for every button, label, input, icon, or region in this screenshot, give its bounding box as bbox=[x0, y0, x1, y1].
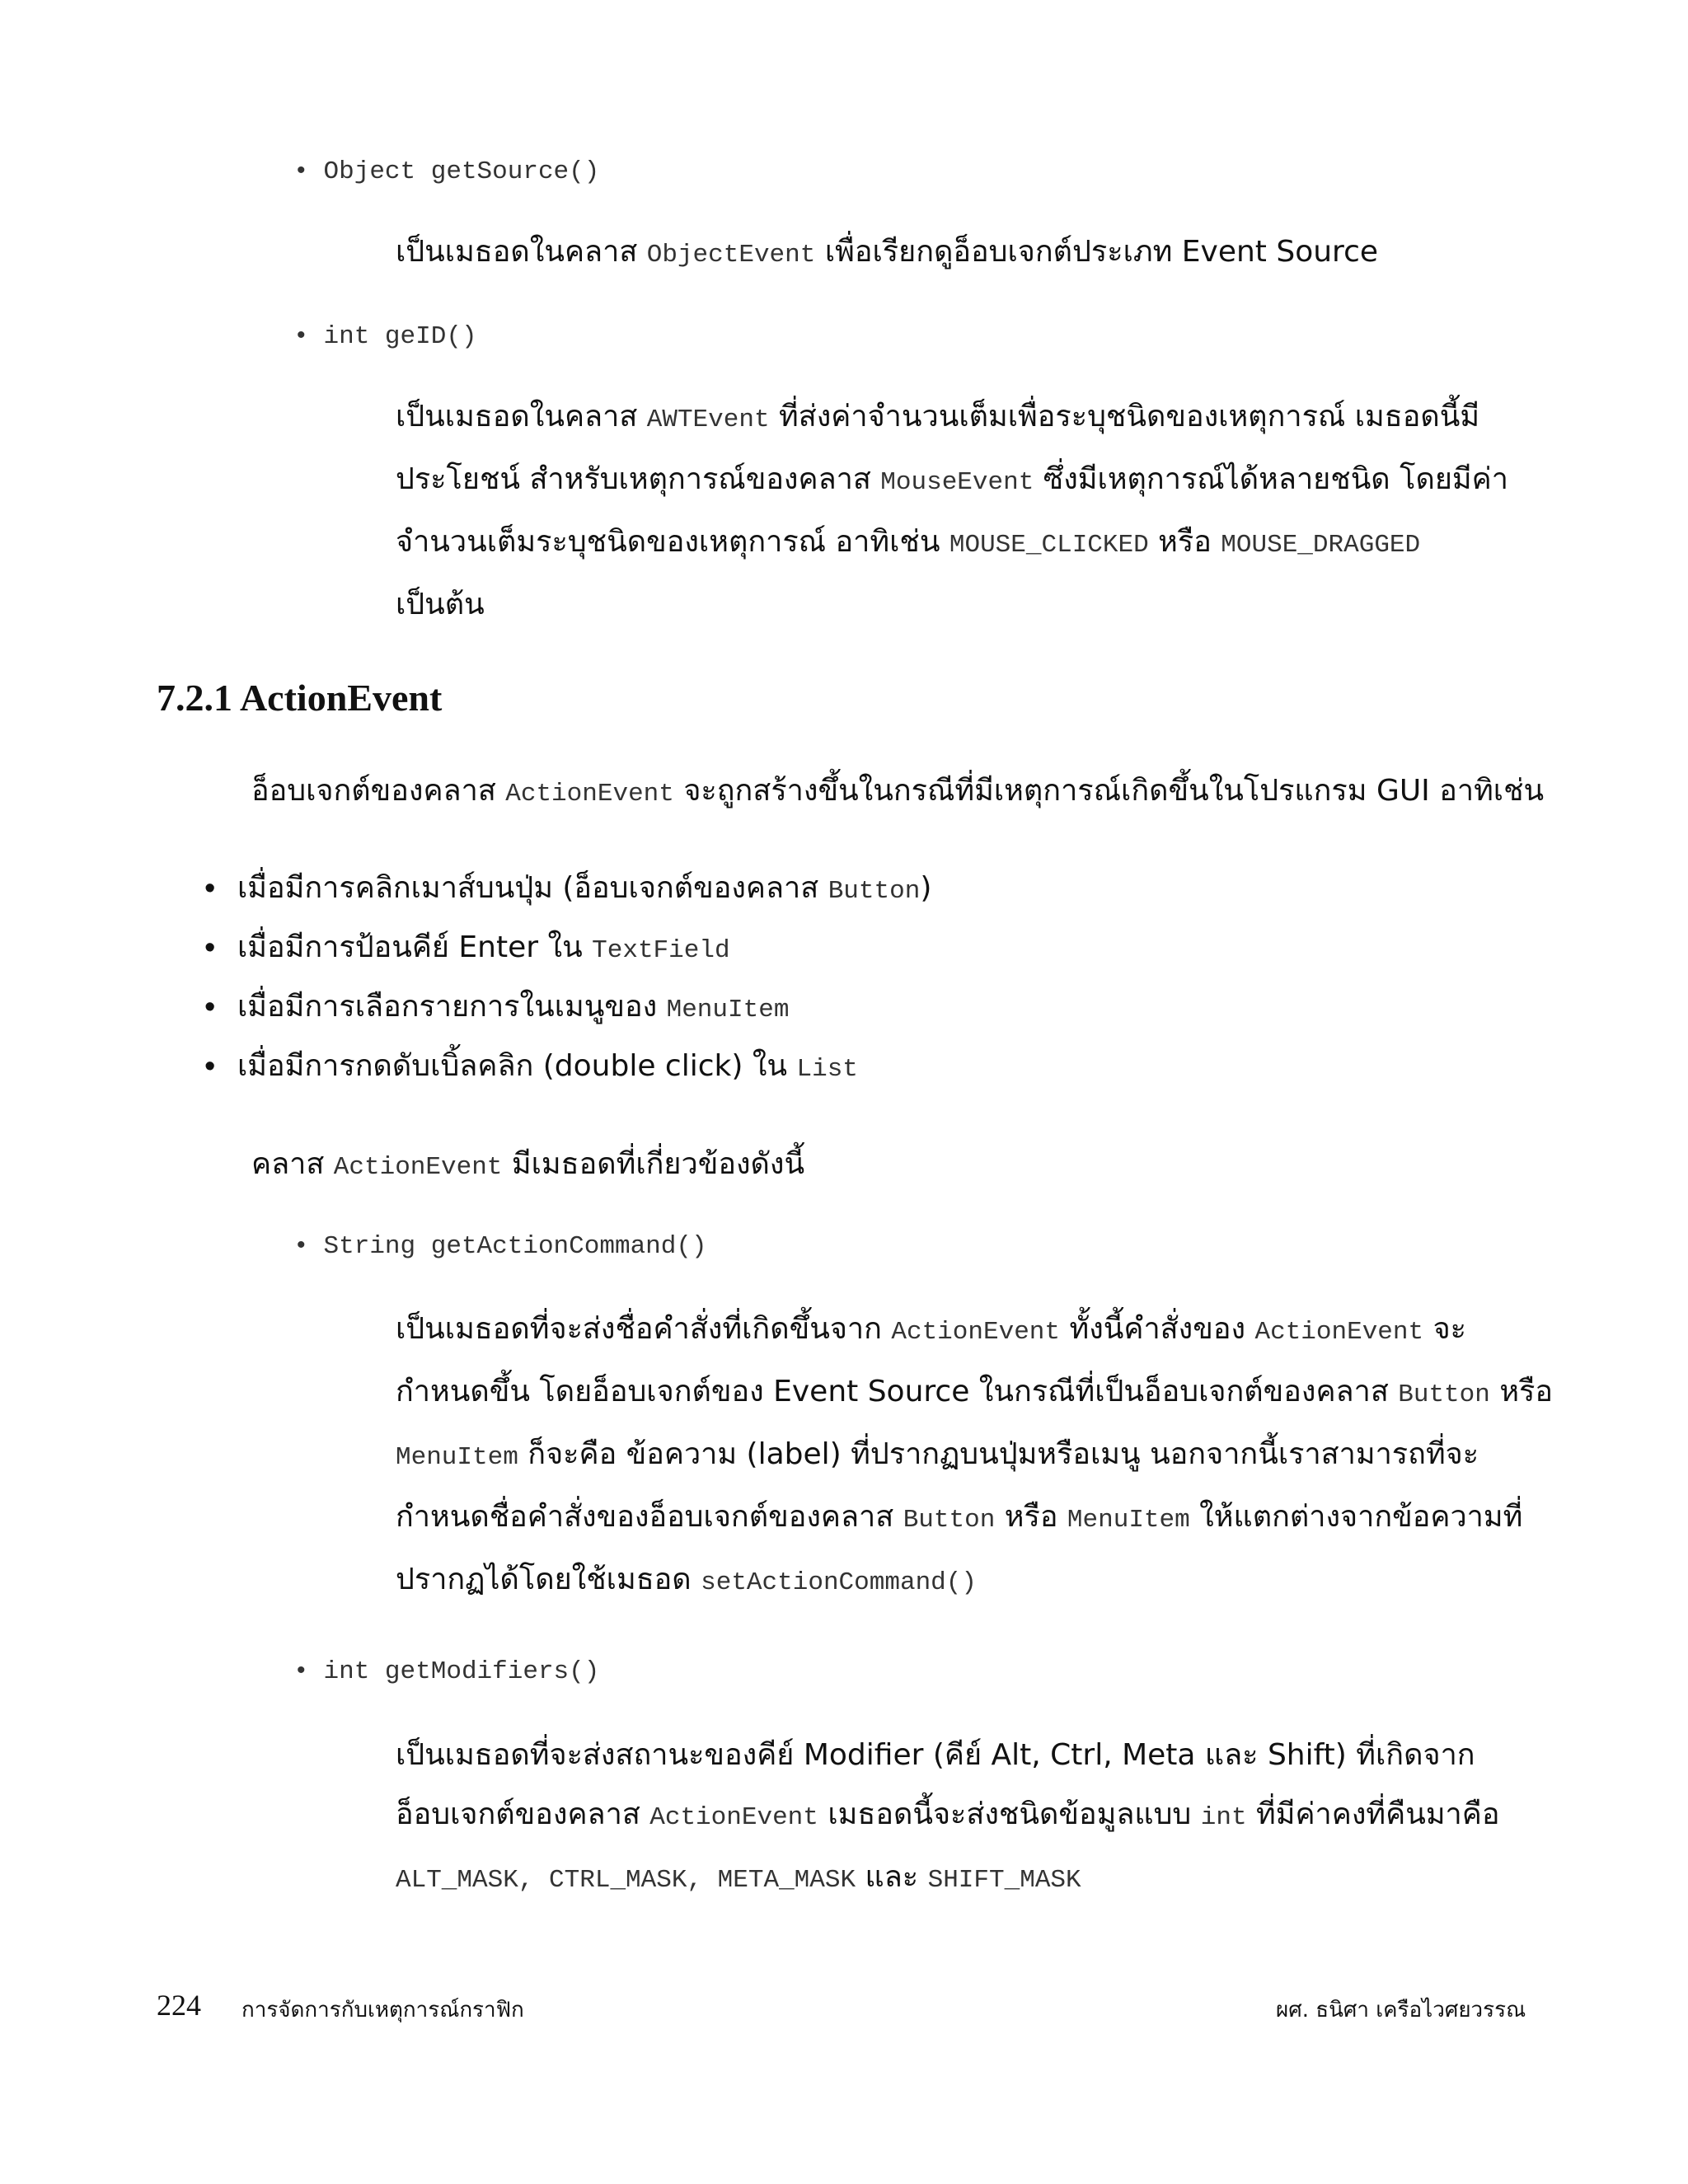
code-term: MouseEvent bbox=[880, 468, 1034, 497]
text-run: ทั้งนี้คำสั่งของ bbox=[1060, 1312, 1255, 1346]
code-term: MOUSE_CLICKED bbox=[949, 531, 1149, 560]
text-run: ปรากฏได้โดยใช้เมธอด bbox=[396, 1563, 701, 1596]
code-term: List bbox=[796, 1055, 858, 1084]
text-run: จะถูกสร้างขึ้นในกรณีที่มีเหตุการณ์เกิดขึ้นในโปรแกรม GUI อาทิเช่น bbox=[673, 774, 1545, 808]
list-item bbox=[204, 1037, 931, 1096]
paragraph-line bbox=[396, 1300, 1553, 1362]
paragraph-line bbox=[396, 450, 1508, 513]
text-run: อ็อบเจกต์ของคลาส bbox=[251, 774, 506, 808]
text-run: และ bbox=[856, 1860, 928, 1894]
text-run: ก็จะคือ ข้อความ (label) ที่ปรากฏบนปุ่มหรือเมนู นอกจากนี้เราสามารถที่จะ bbox=[518, 1437, 1479, 1471]
paragraph-line bbox=[396, 387, 1508, 450]
list-item bbox=[204, 977, 931, 1037]
text-run: เป็นต้น bbox=[396, 588, 485, 621]
text-run: เมื่อมีการป้อนคีย์ Enter ใน bbox=[237, 930, 593, 964]
bullet-icon: • bbox=[204, 930, 216, 965]
text-run: เป็นเมธอดที่จะส่งสถานะของคีย์ Modifier (คีย์ Alt, Ctrl, Meta และ Shift) ที่เกิดจาก bbox=[396, 1738, 1475, 1772]
text-run: ) bbox=[920, 871, 932, 905]
text-run: กำหนดชื่อคำสั่งของอ็อบเจกต์ของคลาส bbox=[396, 1500, 903, 1534]
bullet-icon: • bbox=[204, 871, 216, 906]
page-number: 224 bbox=[157, 1989, 201, 2022]
text-run: ให้แตกต่างจากข้อความที่ bbox=[1189, 1500, 1523, 1534]
text-run: คลาส bbox=[251, 1147, 334, 1181]
text-run: ที่มีค่าคงที่คืนมาคือ bbox=[1246, 1797, 1500, 1831]
text-run: เพื่อเรียกดูอ็อบเจกต์ประเภท Event Source bbox=[815, 235, 1379, 269]
event-cases-list bbox=[204, 859, 932, 1096]
text-run: จะ bbox=[1423, 1312, 1466, 1346]
code-term: Button bbox=[903, 1506, 996, 1535]
method-description-getsource bbox=[396, 223, 1378, 285]
list-item bbox=[204, 918, 931, 977]
paragraph-line bbox=[396, 223, 1378, 285]
method-signature-text: int getModifiers() bbox=[323, 1657, 600, 1686]
code-term: ActionEvent bbox=[649, 1803, 818, 1832]
chapter-title: การจัดการกับเหตุการณ์กราฟิก bbox=[241, 1998, 524, 2022]
code-term: ActionEvent bbox=[333, 1153, 503, 1182]
text-run: กำหนดขึ้น โดยอ็อบเจกต์ของ Event Source ในกรณีที่เป็นอ็อบเจกต์ของคลาส bbox=[396, 1375, 1399, 1408]
text-run: จำนวนเต็มระบุชนิดของเหตุการณ์ อาทิเช่น bbox=[396, 525, 950, 559]
text-run: เมื่อมีการคลิกเมาส์บนปุ่ม (อ็อบเจกต์ของคลาส bbox=[237, 871, 828, 905]
list-item bbox=[204, 859, 932, 918]
text-run: ที่ส่งค่าจำนวนเต็มเพื่อระบุชนิดของเหตุการณ์ เมธอดนี้มี bbox=[769, 400, 1480, 434]
code-term: ActionEvent bbox=[505, 780, 674, 808]
method-signature-text: int geID() bbox=[323, 322, 477, 351]
text-run: ซึ่งมีเหตุการณ์ได้หลายชนิด โดยมีค่า bbox=[1034, 462, 1508, 496]
paragraph-line bbox=[396, 1362, 1553, 1425]
paragraph-line bbox=[396, 1785, 1499, 1848]
paragraph-line bbox=[396, 1726, 1499, 1785]
text-run: หรือ bbox=[995, 1500, 1067, 1534]
code-term: Button bbox=[1398, 1380, 1490, 1409]
code-term: MOUSE_DRAGGED bbox=[1221, 531, 1421, 560]
code-term: SHIFT_MASK bbox=[927, 1866, 1081, 1895]
text-run: เมธอดนี้จะส่งชนิดข้อมูลแบบ bbox=[818, 1797, 1201, 1831]
method-signature-getmodifiers: • int getModifiers() bbox=[297, 1657, 600, 1686]
code-term: MenuItem bbox=[666, 996, 790, 1024]
text-run: เมื่อมีการเลือกรายการในเมนูของ bbox=[237, 990, 667, 1024]
code-term: AWTEvent bbox=[646, 405, 770, 434]
section-heading: 7.2.1 ActionEvent bbox=[157, 677, 443, 719]
paragraph-line bbox=[396, 1550, 1553, 1613]
method-description-getmodifiers bbox=[396, 1726, 1499, 1910]
method-signature-text: String getActionCommand() bbox=[323, 1232, 707, 1261]
code-term: TextField bbox=[592, 936, 730, 965]
text-run: เป็นเมธอดที่จะส่งชื่อคำสั่งที่เกิดขึ้นจาก bbox=[396, 1312, 892, 1346]
code-term: setActionCommand() bbox=[701, 1568, 977, 1597]
paragraph-line bbox=[396, 1488, 1553, 1550]
text-run: เมื่อมีการกดดับเบิ้ลคลิก (double click) ใน bbox=[237, 1049, 797, 1083]
method-signature-text: Object getSource() bbox=[323, 157, 600, 186]
code-term: ObjectEvent bbox=[646, 241, 816, 269]
method-signature-getsource: • Object getSource() bbox=[297, 157, 600, 186]
section-intro bbox=[251, 762, 1544, 824]
text-run: เป็นเมธอดในคลาส bbox=[396, 400, 647, 434]
paragraph-line bbox=[396, 1848, 1499, 1910]
paragraph-line bbox=[396, 513, 1508, 575]
method-description-getactioncommand bbox=[396, 1300, 1553, 1613]
method-description-geid bbox=[396, 387, 1508, 635]
code-term: ActionEvent bbox=[891, 1318, 1061, 1347]
method-signature-geid: • int geID() bbox=[297, 321, 477, 351]
methods-intro bbox=[251, 1135, 804, 1197]
bullet-icon: • bbox=[204, 1049, 216, 1084]
text-run: มีเมธอดที่เกี่ยวข้องดังนี้ bbox=[502, 1147, 805, 1181]
bullet-icon: • bbox=[204, 990, 216, 1024]
code-term: MenuItem bbox=[1067, 1506, 1190, 1535]
paragraph-line bbox=[396, 1425, 1553, 1488]
text-run: หรือ bbox=[1489, 1375, 1554, 1408]
code-term: MenuItem bbox=[396, 1443, 518, 1472]
text-run: เป็นเมธอดในคลาส bbox=[396, 235, 647, 269]
code-term: Button bbox=[828, 877, 921, 906]
text-run: หรือ bbox=[1148, 525, 1221, 559]
paragraph-line bbox=[396, 575, 1508, 635]
code-term: ActionEvent bbox=[1254, 1318, 1424, 1347]
method-signature-getactioncommand: • String getActionCommand() bbox=[297, 1231, 707, 1261]
text-run: อ็อบเจกต์ของคลาส bbox=[396, 1797, 650, 1831]
text-run: ประโยชน์ สำหรับเหตุการณ์ของคลาส bbox=[396, 462, 881, 496]
code-term: int bbox=[1200, 1803, 1247, 1832]
code-term: ALT_MASK, CTRL_MASK, META_MASK bbox=[396, 1866, 856, 1895]
author-name: ผศ. ธนิศา เครือไวศยวรรณ bbox=[1276, 1998, 1526, 2022]
